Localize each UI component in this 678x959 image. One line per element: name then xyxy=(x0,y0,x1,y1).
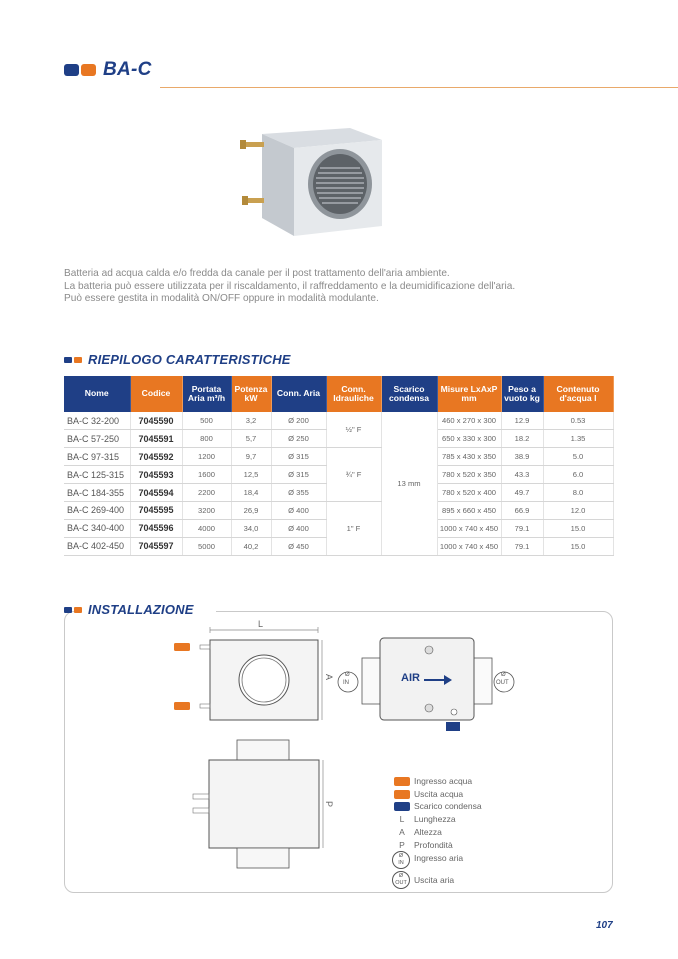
cell-codice: 7045596 xyxy=(130,519,182,537)
side-view-diagram xyxy=(185,738,335,872)
legend-text: Profondità xyxy=(414,840,453,850)
cell-aria: Ø 355 xyxy=(271,484,326,502)
cell-contenuto: 8.0 xyxy=(543,484,613,502)
header-blue-square xyxy=(64,64,79,76)
col-header-conn-idrauliche: Conn. Idrauliche xyxy=(326,376,381,412)
cell-contenuto: 15.0 xyxy=(543,519,613,537)
specs-orange-square xyxy=(74,357,82,363)
cell-idrauliche: ¾" F xyxy=(326,448,381,502)
product-image xyxy=(232,118,402,250)
cell-aria: Ø 400 xyxy=(271,519,326,537)
cell-codice: 7045592 xyxy=(130,448,182,466)
cell-contenuto: 5.0 xyxy=(543,448,613,466)
air-in-diam: Ø xyxy=(398,853,404,859)
cell-misure: 1000 x 740 x 450 xyxy=(437,519,501,537)
cell-potenza: 5,7 xyxy=(231,430,271,448)
description-line: Può essere gestita in modalità ON/OFF oppure in modalità modulante. xyxy=(64,293,379,305)
col-header-contenuto: Contenuto d'acqua l xyxy=(543,376,613,412)
water-in-icon xyxy=(174,643,190,651)
legend-text: Ingresso aria xyxy=(414,853,464,863)
cell-nome: BA-C 184-355 xyxy=(64,484,130,502)
header-rule xyxy=(160,87,678,88)
legend-text: Scarico condensa xyxy=(414,801,482,811)
dim-a-label: A xyxy=(324,673,335,681)
cell-peso: 79.1 xyxy=(501,537,543,555)
cell-nome: BA-C 402-450 xyxy=(64,537,130,555)
legend-text: Uscita aria xyxy=(414,875,455,885)
table-row xyxy=(64,501,613,519)
diagram-diam-in: Ø xyxy=(345,672,350,678)
cell-potenza: 9,7 xyxy=(231,448,271,466)
description xyxy=(64,268,624,306)
cell-peso: 66.9 xyxy=(501,501,543,519)
cell-codice: 7045594 xyxy=(130,484,182,502)
col-header-scarico: Scarico condensa xyxy=(381,376,437,412)
diagram-in-label: IN xyxy=(343,680,349,686)
cell-nome: BA-C 125-315 xyxy=(64,466,130,484)
cell-contenuto: 0.53 xyxy=(543,412,613,430)
table-row xyxy=(64,448,613,466)
installation-title: INSTALLAZIONE xyxy=(88,602,194,617)
cell-aria: Ø 200 xyxy=(271,412,326,430)
cell-nome: BA-C 269-400 xyxy=(64,501,130,519)
cell-peso: 38.9 xyxy=(501,448,543,466)
legend-symbol: P xyxy=(399,840,405,850)
install-blue-square xyxy=(64,607,72,613)
air-label: AIR xyxy=(401,672,420,684)
cell-nome: BA-C 340-400 xyxy=(64,519,130,537)
cell-misure: 780 x 520 x 400 xyxy=(437,484,501,502)
specs-blue-square xyxy=(64,357,72,363)
legend-text: Uscita acqua xyxy=(414,789,464,799)
cell-misure: 460 x 270 x 300 xyxy=(437,412,501,430)
cell-peso: 12.9 xyxy=(501,412,543,430)
cell-contenuto: 6.0 xyxy=(543,466,613,484)
col-header-portata: Portata Aria m³/h xyxy=(182,376,231,412)
cell-nome: BA-C 32-200 xyxy=(64,412,130,430)
air-out-diam: Ø xyxy=(398,873,404,879)
description-line: Batteria ad acqua calda e/o fredda da canale per il post trattamento dell'aria ambiente. xyxy=(64,268,450,279)
cell-misure: 1000 x 740 x 450 xyxy=(437,537,501,555)
table-row xyxy=(64,412,613,430)
air-in-symbol: IN xyxy=(398,860,404,866)
col-header-potenza: Potenza kW xyxy=(231,376,271,412)
air-out-icon xyxy=(392,871,410,889)
legend-text: Lunghezza xyxy=(414,814,456,824)
cell-idrauliche: ½" F xyxy=(326,412,381,448)
cell-peso: 79.1 xyxy=(501,519,543,537)
cell-potenza: 12,5 xyxy=(231,466,271,484)
water-out-icon xyxy=(174,702,190,710)
cell-portata: 5000 xyxy=(182,537,231,555)
cell-potenza: 18,4 xyxy=(231,484,271,502)
cell-codice: 7045590 xyxy=(130,412,182,430)
install-orange-square xyxy=(74,607,82,613)
cell-codice: 7045595 xyxy=(130,501,182,519)
col-header-nome: Nome xyxy=(64,376,130,412)
cell-portata: 1600 xyxy=(182,466,231,484)
cell-potenza: 40,2 xyxy=(231,537,271,555)
legend-text: Altezza xyxy=(414,827,442,837)
col-header-peso: Peso a vuoto kg xyxy=(501,376,543,412)
cell-peso: 18.2 xyxy=(501,430,543,448)
water-out-icon xyxy=(394,790,410,799)
cell-portata: 1200 xyxy=(182,448,231,466)
water-in-icon xyxy=(394,777,410,786)
cell-misure: 785 x 430 x 350 xyxy=(437,448,501,466)
cell-contenuto: 1.35 xyxy=(543,430,613,448)
cell-potenza: 3,2 xyxy=(231,412,271,430)
cell-aria: Ø 315 xyxy=(271,466,326,484)
cell-scarico: 13 mm xyxy=(381,412,437,555)
description-line: La batteria può essere utilizzata per il riscaldamento, il raffreddamento e la deumidificazione dell'aria. xyxy=(64,280,516,292)
specs-header-row xyxy=(64,376,613,412)
legend-text: Ingresso acqua xyxy=(414,776,473,786)
col-header-conn-aria: Conn. Aria xyxy=(271,376,326,412)
cell-misure: 895 x 660 x 450 xyxy=(437,501,501,519)
specs-table xyxy=(64,376,614,556)
cell-codice: 7045597 xyxy=(130,537,182,555)
cell-portata: 800 xyxy=(182,430,231,448)
cell-contenuto: 12.0 xyxy=(543,501,613,519)
cell-portata: 3200 xyxy=(182,501,231,519)
dim-l-label: L xyxy=(258,619,264,629)
condensate-drain-icon xyxy=(446,722,460,731)
cell-codice: 7045591 xyxy=(130,430,182,448)
cell-aria: Ø 250 xyxy=(271,430,326,448)
col-header-misure: Misure LxAxP mm xyxy=(437,376,501,412)
diagram-diam-out: Ø xyxy=(501,672,506,678)
cell-portata: 2200 xyxy=(182,484,231,502)
cell-aria: Ø 315 xyxy=(271,448,326,466)
cell-misure: 650 x 330 x 300 xyxy=(437,430,501,448)
cell-potenza: 26,9 xyxy=(231,501,271,519)
cell-codice: 7045593 xyxy=(130,466,182,484)
cell-aria: Ø 450 xyxy=(271,537,326,555)
cell-idrauliche: 1" F xyxy=(326,501,381,555)
air-in-icon xyxy=(392,851,410,869)
cell-peso: 49.7 xyxy=(501,484,543,502)
cell-aria: Ø 400 xyxy=(271,501,326,519)
cell-contenuto: 15.0 xyxy=(543,537,613,555)
diagram-out-label: OUT xyxy=(496,680,509,686)
legend-symbol: L xyxy=(399,814,405,824)
page-number: 107 xyxy=(596,920,613,931)
front-view-diagram xyxy=(170,618,350,726)
legend-symbol: A xyxy=(399,827,405,837)
cell-portata: 4000 xyxy=(182,519,231,537)
cell-misure: 780 x 520 x 350 xyxy=(437,466,501,484)
cell-portata: 500 xyxy=(182,412,231,430)
col-header-codice: Codice xyxy=(130,376,182,412)
condensate-drain-icon xyxy=(394,802,410,811)
cell-peso: 43.3 xyxy=(501,466,543,484)
cell-potenza: 34,0 xyxy=(231,519,271,537)
cell-nome: BA-C 97-315 xyxy=(64,448,130,466)
page-title: BA-C xyxy=(103,59,152,80)
specs-title: RIEPILOGO CARATTERISTICHE xyxy=(88,352,291,367)
air-out-symbol: OUT xyxy=(395,880,407,886)
cell-nome: BA-C 57-250 xyxy=(64,430,130,448)
header-orange-square xyxy=(81,64,96,76)
dim-p-label: P xyxy=(324,800,335,808)
